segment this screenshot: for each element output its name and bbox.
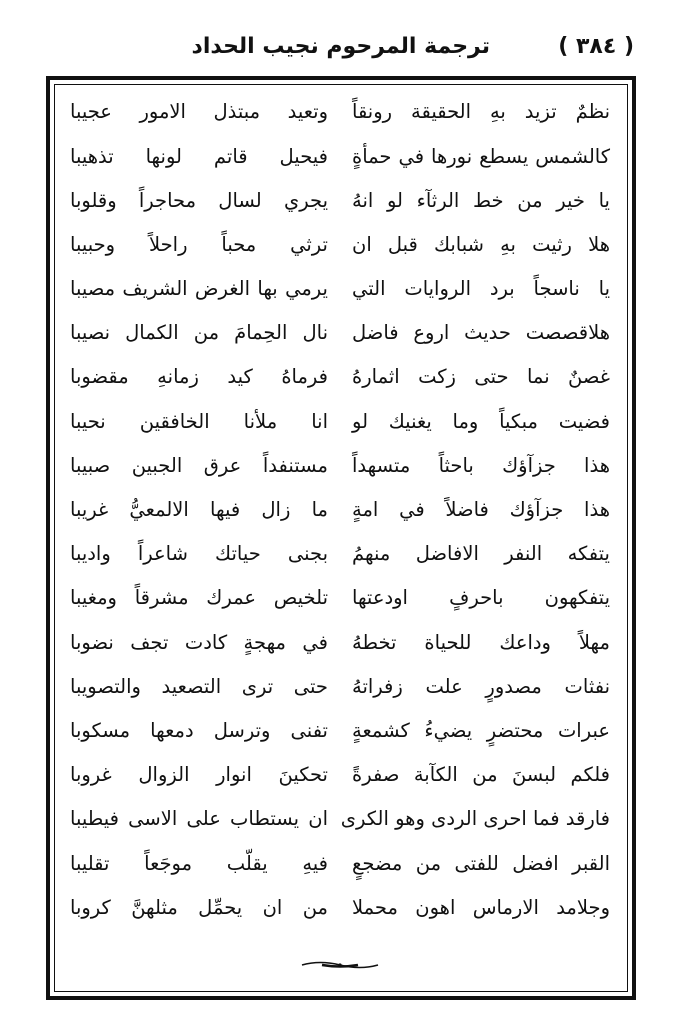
verse-line [70, 753, 610, 797]
verse-line [70, 311, 610, 355]
verse-line [70, 532, 610, 576]
verse-first-hemistich: هذا جزآؤك باحثاً متسهداً [352, 453, 610, 477]
verse-second-hemistich: من ان يحمِّل مثلهنَّ كروبا [70, 895, 328, 919]
verse-line [70, 178, 610, 222]
verse-second-hemistich: مستنفداً عرق الجبين صبيبا [70, 453, 328, 477]
verse-line [70, 488, 610, 532]
running-title: ترجمة المرحوم نجيب الحداد [191, 34, 490, 59]
verse-first-hemistich: فلكم لبسنَ من الكآبة صفرةً [352, 763, 610, 787]
verse-first-hemistich: فارقد فما احرى الردى وهو الكرى [340, 807, 610, 831]
verse-first-hemistich: نفثات مصدورٍ علت زفراتهُ [352, 674, 610, 698]
verse-line [70, 399, 610, 443]
end-ornament [300, 958, 380, 972]
verse-line [70, 576, 610, 620]
verse-first-hemistich: هلا رثيت بهِ شبابك قبل ان [352, 232, 610, 256]
verse-second-hemistich: ترثي محباً راحلاً وحبيبا [70, 232, 328, 256]
verse-line [70, 664, 610, 708]
verse-first-hemistich: هذا جزآؤك فاضلاً في امةٍ [352, 498, 610, 522]
verse-first-hemistich: فضيت مبكياً وما يغنيك لو [352, 409, 610, 433]
verse-line [70, 797, 610, 841]
verse-second-hemistich: حتى ترى التصعيد والتصويبا [70, 674, 328, 698]
verse-first-hemistich: يا ناسجاً برد الروايات التي [352, 277, 610, 301]
verse-second-hemistich: في مهجةٍ كادت تجف نضوبا [70, 630, 328, 654]
verse-second-hemistich: بجنى حياتك شاعراً واديبا [70, 542, 328, 566]
verse-second-hemistich: نال الحِمامَ من الكمال نصيبا [70, 321, 328, 345]
verse-second-hemistich: تلخيص عمرك مشرقاً ومغيبا [70, 586, 328, 610]
verse-first-hemistich: وجلامد الارماس اهون محملا [352, 895, 610, 919]
verse-second-hemistich: تفنى وترسل دمعها مسكوبا [70, 718, 328, 742]
poem-body [70, 90, 610, 930]
verse-first-hemistich: غصنٌ نما حتى زكت اثمارهُ [352, 365, 610, 389]
verse-first-hemistich: مهلاً وداعك للحياة تخطهُ [352, 630, 610, 654]
verse-first-hemistich: نظمٌ تزيد بهِ الحقيقة رونقاً [352, 100, 610, 124]
page-number: ( ٣٨٤ ) [558, 34, 634, 59]
verse-line [70, 620, 610, 664]
verse-second-hemistich: تحكينَ انوار الزوال غروبا [70, 763, 328, 787]
verse-second-hemistich: وتعيد مبتذل الامور عجيبا [70, 100, 328, 124]
verse-line [70, 841, 610, 885]
verse-first-hemistich: هلاقصصت حديث اروع فاضل [352, 321, 610, 345]
verse-second-hemistich: فرماهُ كيد زمانهِ مقضوبا [70, 365, 328, 389]
verse-second-hemistich: يجري لسال محاجراً وقلوبا [70, 188, 328, 212]
verse-first-hemistich: كالشمس يسطع نورها في حمأةٍ [352, 144, 610, 168]
verse-second-hemistich: انا ملأنا الخافقين نحيبا [70, 409, 328, 433]
verse-line [70, 885, 610, 929]
verse-first-hemistich: يا خير من خط الرثآء لو انهُ [352, 188, 610, 212]
verse-line [70, 709, 610, 753]
verse-first-hemistich: القبر افضل للفتى من مضجعٍ [352, 851, 610, 875]
verse-line [70, 134, 610, 178]
page-header [50, 32, 640, 72]
verse-first-hemistich: يتفكهون باحرفٍ اودعتها [352, 586, 610, 610]
verse-line [70, 90, 610, 134]
verse-second-hemistich: فيحيل قاتم لونها تذهيبا [70, 144, 328, 168]
verse-line [70, 355, 610, 399]
verse-second-hemistich: يرمي بها الغرض الشريف مصيبا [70, 277, 328, 301]
verse-line [70, 444, 610, 488]
verse-line [70, 223, 610, 267]
verse-second-hemistich: ان يستطاب على الاسى فيطيبا [70, 807, 328, 831]
verse-second-hemistich: فيهِ يقلّب موجَعاً تقليبا [70, 851, 328, 875]
verse-first-hemistich: عبرات محتضرٍ يضيءُ كشمعةٍ [352, 718, 610, 742]
verse-line [70, 267, 610, 311]
verse-first-hemistich: يتفكه النفر الافاضل منهمُ [352, 542, 610, 566]
verse-second-hemistich: ما زال فيها الالمعيُّ غريبا [70, 498, 328, 522]
